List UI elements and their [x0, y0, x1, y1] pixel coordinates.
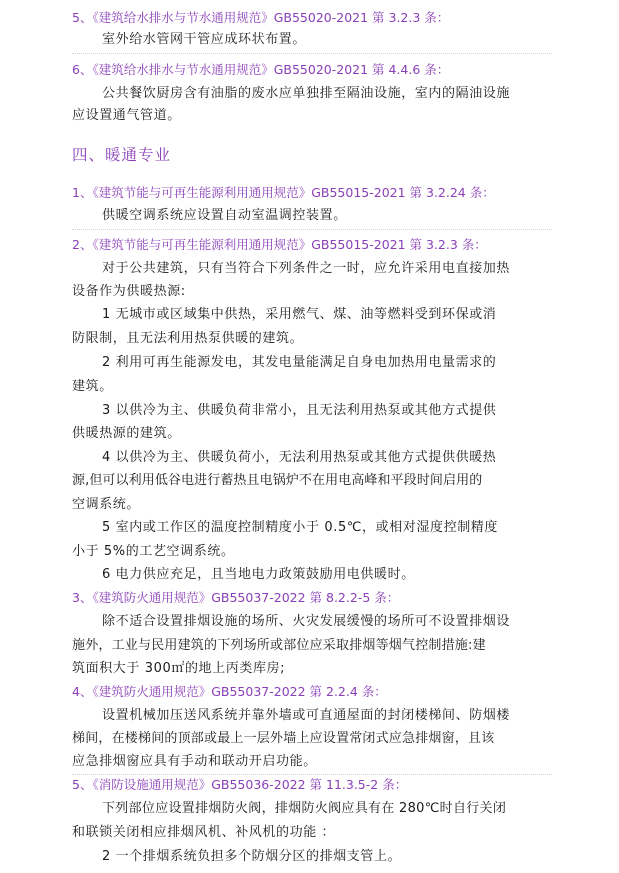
clause-body-line: 源,但可以利用低谷电进行蓄热且电锅炉不在用电高峰和平段时间启用的 — [72, 473, 483, 488]
clause-body-line: 对于公共建筑，只有当符合下列条件之一时，应允许采用电直接加热 — [102, 261, 511, 276]
clause-body-line: 筑面积大于 300㎡的地上丙类库房; — [72, 661, 286, 676]
clause-body-line: 公共餐饮厨房含有油脂的废水应单独排至隔油设施，室内的隔油设施 — [102, 86, 511, 101]
dotted-separator — [72, 53, 552, 54]
clause-body-line: 和联锁关闭相应排烟风机、补风机的功能 ： — [72, 825, 336, 840]
clause-body-line: 1 无城市或区域集中供热，采用燃气、煤、油等燃料受到环保或消 — [102, 307, 497, 322]
dotted-separator — [72, 229, 552, 230]
clause-body-line: 室外给水管网干管应成环状布置。 — [102, 32, 307, 47]
dotted-separator — [72, 774, 552, 775]
section-heading: 四、暖通专业 — [72, 146, 172, 164]
clause-body-line: 2 利用可再生能源发电，其发电量能满足自身电加热用电量需求的 — [102, 355, 497, 370]
clause-body-line: 空调系统。 — [72, 497, 141, 512]
clause-title: 3、《建筑防火通用规范》GB55037-2022 第 8.2.2-5 条： — [72, 590, 400, 605]
clause-title: 5、《建筑给水排水与节水通用规范》GB55020-2021 第 3.2.3 条： — [72, 10, 450, 25]
clause-body-line: 建筑。 — [72, 379, 113, 394]
clause-body-line: 应设置通气管道。 — [72, 108, 181, 123]
clause-body-line: 梯间，在楼梯间的顶部或最上一层外墙上应设置常闭式应急排烟窗，且该 — [72, 731, 495, 746]
clause-title: 4、《建筑防火通用规范》GB55037-2022 第 2.2.4 条： — [72, 684, 387, 699]
clause-body-line: 5 室内或工作区的温度控制精度小于 0.5℃，或相对湿度控制精度 — [102, 520, 499, 535]
clause-body-line: 供暖空调系统应设置自动室温调控装置。 — [102, 208, 347, 223]
clause-body-line: 应急排烟窗应具有手动和联动开启功能。 — [72, 754, 317, 769]
clause-body-line: 设备作为供暖热源: — [72, 284, 186, 299]
clause-body-line: 2 一个排烟系统负担多个防烟分区的排烟支管上。 — [102, 849, 402, 864]
clause-body-line: 小于 5%的工艺空调系统。 — [72, 544, 235, 559]
clause-body-line: 4 以供冷为主、供暖负荷小，无法利用热泵或其他方式提供供暖热 — [102, 450, 497, 465]
clause-title: 1、《建筑节能与可再生能源利用通用规范》GB55015-2021 第 3.2.24 条： — [72, 185, 495, 200]
clause-body-line: 供暖热源的建筑。 — [72, 426, 181, 441]
clause-body-line: 除不适合设置排烟设施的场所、火灾发展缓慢的场所可不设置排烟设 — [102, 614, 511, 629]
clause-body-line: 6 电力供应充足，且当地电力政策鼓励用电供暖时。 — [102, 567, 415, 582]
clause-title: 5、《消防设施通用规范》GB55036-2022 第 11.3.5-2 条： — [72, 777, 408, 792]
clause-title: 6、《建筑给水排水与节水通用规范》GB55020-2021 第 4.4.6 条： — [72, 62, 450, 77]
clause-body-line: 防限制，且无法利用热泵供暖的建筑。 — [72, 331, 304, 346]
clause-title: 2、《建筑节能与可再生能源利用通用规范》GB55015-2021 第 3.2.3 条： — [72, 237, 487, 252]
clause-body-line: 下列部位应设置排烟防火阀，排烟防火阀应具有在 280℃时自行关闭 — [102, 801, 507, 816]
clause-body-line: 设置机械加压送风系统并靠外墙或可直通屋面的封闭楼梯间、防烟楼 — [102, 708, 511, 723]
clause-body-line: 3 以供冷为主、供暖负荷非常小，且无法利用热泵或其他方式提供 — [102, 403, 497, 418]
clause-body-line: 施外，工业与民用建筑的下列场所或部位应采取排烟等烟气控制措施:建 — [72, 638, 486, 653]
